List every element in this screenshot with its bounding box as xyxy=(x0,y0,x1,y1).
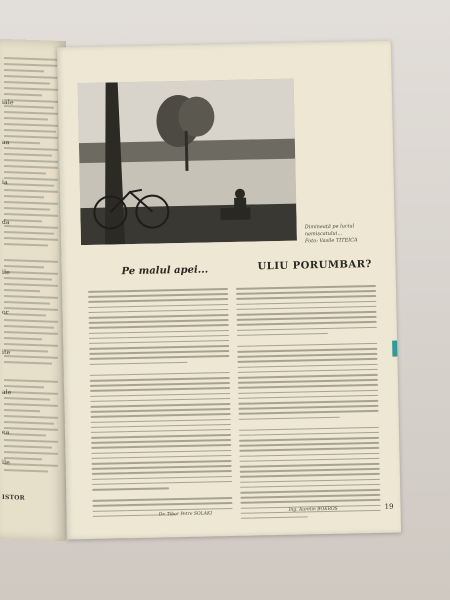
caption-line: nemișcatului... xyxy=(304,230,343,238)
facing-page-word: iale xyxy=(2,98,14,107)
facing-page xyxy=(0,39,66,541)
left-article-title: Pe malul apei... xyxy=(121,264,209,278)
facing-page-word: da xyxy=(2,218,10,227)
facing-page-word: ale xyxy=(2,388,12,397)
facing-page-word: ite xyxy=(2,348,11,357)
caption-credit: Foto: Vasile TITEICA xyxy=(304,237,358,245)
magazine-page xyxy=(57,41,401,540)
right-article-byline: Ing. Aurelin BOEROS xyxy=(288,506,338,513)
lake-photograph xyxy=(78,79,297,245)
facing-page-word: aa xyxy=(2,138,10,147)
left-article-byline: Dr. Tibor Petre SOLAKI xyxy=(158,511,213,518)
right-article-title: ULIU PORUMBAR? xyxy=(257,259,372,273)
caption-line: Dimineață pe luciul xyxy=(304,223,355,231)
photo-caption xyxy=(305,223,381,246)
facing-page-word: ile xyxy=(2,268,10,277)
facing-page-word: ea xyxy=(2,428,10,437)
page-number: 19 xyxy=(384,502,394,511)
facing-page-footer: ISTOR xyxy=(2,493,25,502)
color-tab-marker xyxy=(392,340,397,356)
facing-page-word: ia xyxy=(2,178,8,187)
right-article-body xyxy=(236,285,381,523)
facing-page-word: or xyxy=(2,308,9,317)
left-article-body xyxy=(88,288,233,521)
facing-page-word: ile xyxy=(2,458,10,467)
